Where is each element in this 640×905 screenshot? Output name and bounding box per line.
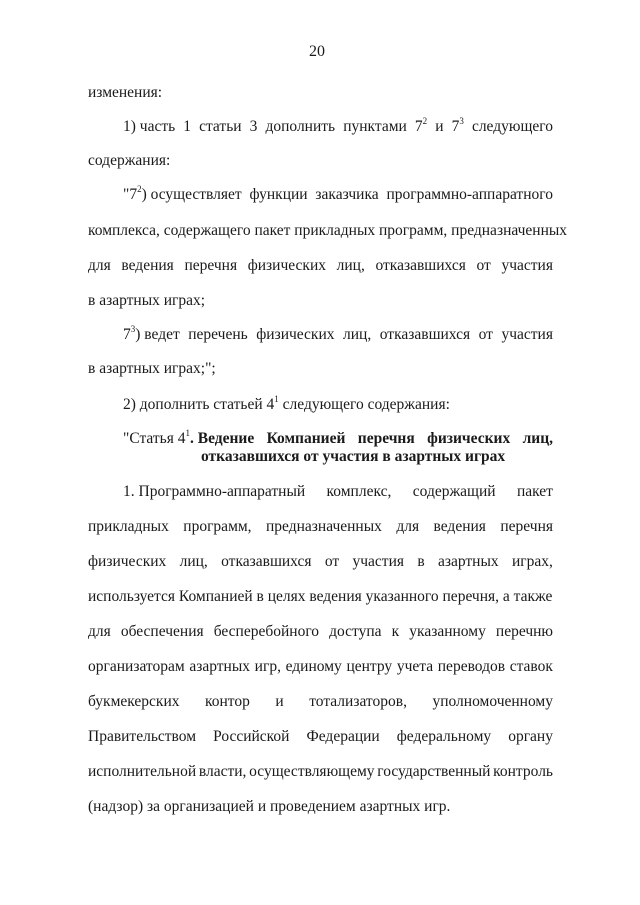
word: Федерации <box>306 728 380 745</box>
word: 1) часть <box>123 118 176 135</box>
word: статьи <box>199 118 242 135</box>
text-line-17 <box>88 622 553 642</box>
word: ставок <box>509 658 553 675</box>
word: отказавшихся <box>375 257 466 274</box>
text-line-13 <box>123 482 553 502</box>
text-line-7: в азартных играх; <box>88 292 206 309</box>
text-line-18 <box>88 657 553 677</box>
text-line-16: используется Компанией в целях ведения указанного перечня, а также <box>88 588 553 605</box>
word: игр, <box>254 658 281 675</box>
word: уполномоченному <box>432 693 553 710</box>
word: ведения <box>121 257 174 274</box>
word: участия <box>501 257 553 274</box>
word: исполнительной <box>88 763 197 780</box>
word: прикладных <box>88 518 169 535</box>
superscript: 2 <box>422 116 428 126</box>
word: участия <box>501 326 553 343</box>
word: дополнить <box>265 118 336 135</box>
word: тотализаторов, <box>309 693 407 710</box>
word: заказчика <box>315 186 379 203</box>
word: перечню <box>495 623 553 640</box>
text-line-5: комплекса, содержащего пакет прикладных программ, предназначенных <box>88 222 568 239</box>
word: азартных <box>437 553 499 570</box>
word: государственный <box>377 763 491 780</box>
word: букмекерских <box>88 693 180 710</box>
word <box>123 185 242 205</box>
word: для <box>88 623 111 640</box>
word: контроль <box>493 763 553 780</box>
text-line-4 <box>123 185 553 205</box>
word: 1. Программно-аппаратный <box>123 483 306 500</box>
word: лиц, <box>343 326 372 343</box>
word: отказавшихся <box>379 326 471 343</box>
sup-base: 7 <box>414 118 423 135</box>
word: азартных <box>189 658 251 675</box>
text-line-1: изменения: <box>88 84 163 101</box>
word: бесперебойного <box>213 623 320 640</box>
word <box>123 325 180 345</box>
text-line-14 <box>88 517 553 537</box>
word: обеспечения <box>120 623 204 640</box>
word: от <box>476 257 491 274</box>
text-line-6 <box>88 256 553 276</box>
text-line-10 <box>123 395 450 415</box>
word: отказавшихся <box>221 553 312 570</box>
superscript: 1 <box>274 394 279 404</box>
heading-plain: "Статья 4 <box>123 430 186 447</box>
text-line-3: содержания: <box>88 152 171 169</box>
word: физических <box>88 553 167 570</box>
word: предназначенных <box>266 518 382 535</box>
word: лиц, <box>336 257 365 274</box>
word: лиц, <box>179 553 208 570</box>
word: физических <box>256 326 335 343</box>
superscript: 2 <box>137 184 142 194</box>
article-heading-line-2: отказавшихся от участия в азартных играх <box>201 448 506 465</box>
word: для <box>88 257 111 274</box>
word: органу <box>508 728 553 745</box>
word: контор <box>205 693 250 710</box>
word: Российской <box>213 728 290 745</box>
word: единому <box>285 658 342 675</box>
word: следующего <box>471 118 553 135</box>
word: перечня <box>357 430 415 447</box>
word: функции <box>249 186 308 203</box>
word: указанному <box>409 623 486 640</box>
word: в <box>417 553 425 570</box>
word: 1 <box>183 118 192 135</box>
text-line-8 <box>123 325 553 345</box>
word-tail: ) осуществляет <box>141 186 242 203</box>
text-line-9: в азартных играх;"; <box>88 360 216 377</box>
word: физических <box>427 430 511 447</box>
word: перечня <box>184 257 238 274</box>
word: перечень <box>188 326 248 343</box>
word: и <box>435 118 444 135</box>
text-line-20 <box>88 727 553 747</box>
word: от <box>478 326 493 343</box>
text-line-15 <box>88 552 553 572</box>
superscript: 3 <box>459 116 464 126</box>
word: 3 <box>249 118 258 135</box>
word: для <box>396 518 420 535</box>
word: федеральному <box>396 728 492 745</box>
text-line-2 <box>123 117 553 137</box>
word: лиц, <box>522 430 553 447</box>
word: доступа <box>329 623 382 640</box>
word: ведения <box>433 518 486 535</box>
text-line-19 <box>88 692 553 712</box>
word: Правительством <box>88 728 197 745</box>
word-tail: ) ведет <box>135 326 180 343</box>
heading-bold: . Ведение <box>190 430 255 447</box>
word: комплекс, <box>326 483 392 500</box>
word <box>452 117 464 137</box>
superscript: 1 <box>185 428 190 438</box>
word: пакет <box>516 483 553 500</box>
word: программно-аппаратного <box>386 186 553 203</box>
word: пунктами <box>343 118 407 135</box>
word: от <box>324 553 340 570</box>
text-start: 2) дополнить статьей 4 <box>123 396 275 413</box>
page-number: 20 <box>309 43 325 60</box>
word: содержащий <box>412 483 496 500</box>
word <box>415 117 427 137</box>
article-heading-line-1 <box>123 429 553 449</box>
word: перечня <box>500 518 553 535</box>
word: переводов <box>437 658 506 675</box>
word: физических <box>247 257 326 274</box>
word: играх, <box>511 553 553 570</box>
superscript: 3 <box>130 324 136 334</box>
sup-base: 7 <box>451 118 460 135</box>
text-line-22: (надзор) за организацией и проведением азартных игр. <box>88 798 451 815</box>
text-end: следующего содержания: <box>278 396 450 413</box>
word: учета <box>396 658 434 675</box>
word: власти, <box>198 763 247 780</box>
word: организаторам <box>88 658 185 675</box>
word: осуществляющему <box>249 763 375 780</box>
word: Компанией <box>266 430 346 447</box>
word: программ, <box>183 518 252 535</box>
word: участия <box>352 553 404 570</box>
word: центру <box>346 658 393 675</box>
word <box>123 429 254 449</box>
sup-base: 7 <box>123 326 131 343</box>
quote-seven: "7 <box>123 186 138 203</box>
word: и <box>275 693 284 710</box>
word: к <box>391 623 400 640</box>
text-line-21 <box>88 762 553 782</box>
